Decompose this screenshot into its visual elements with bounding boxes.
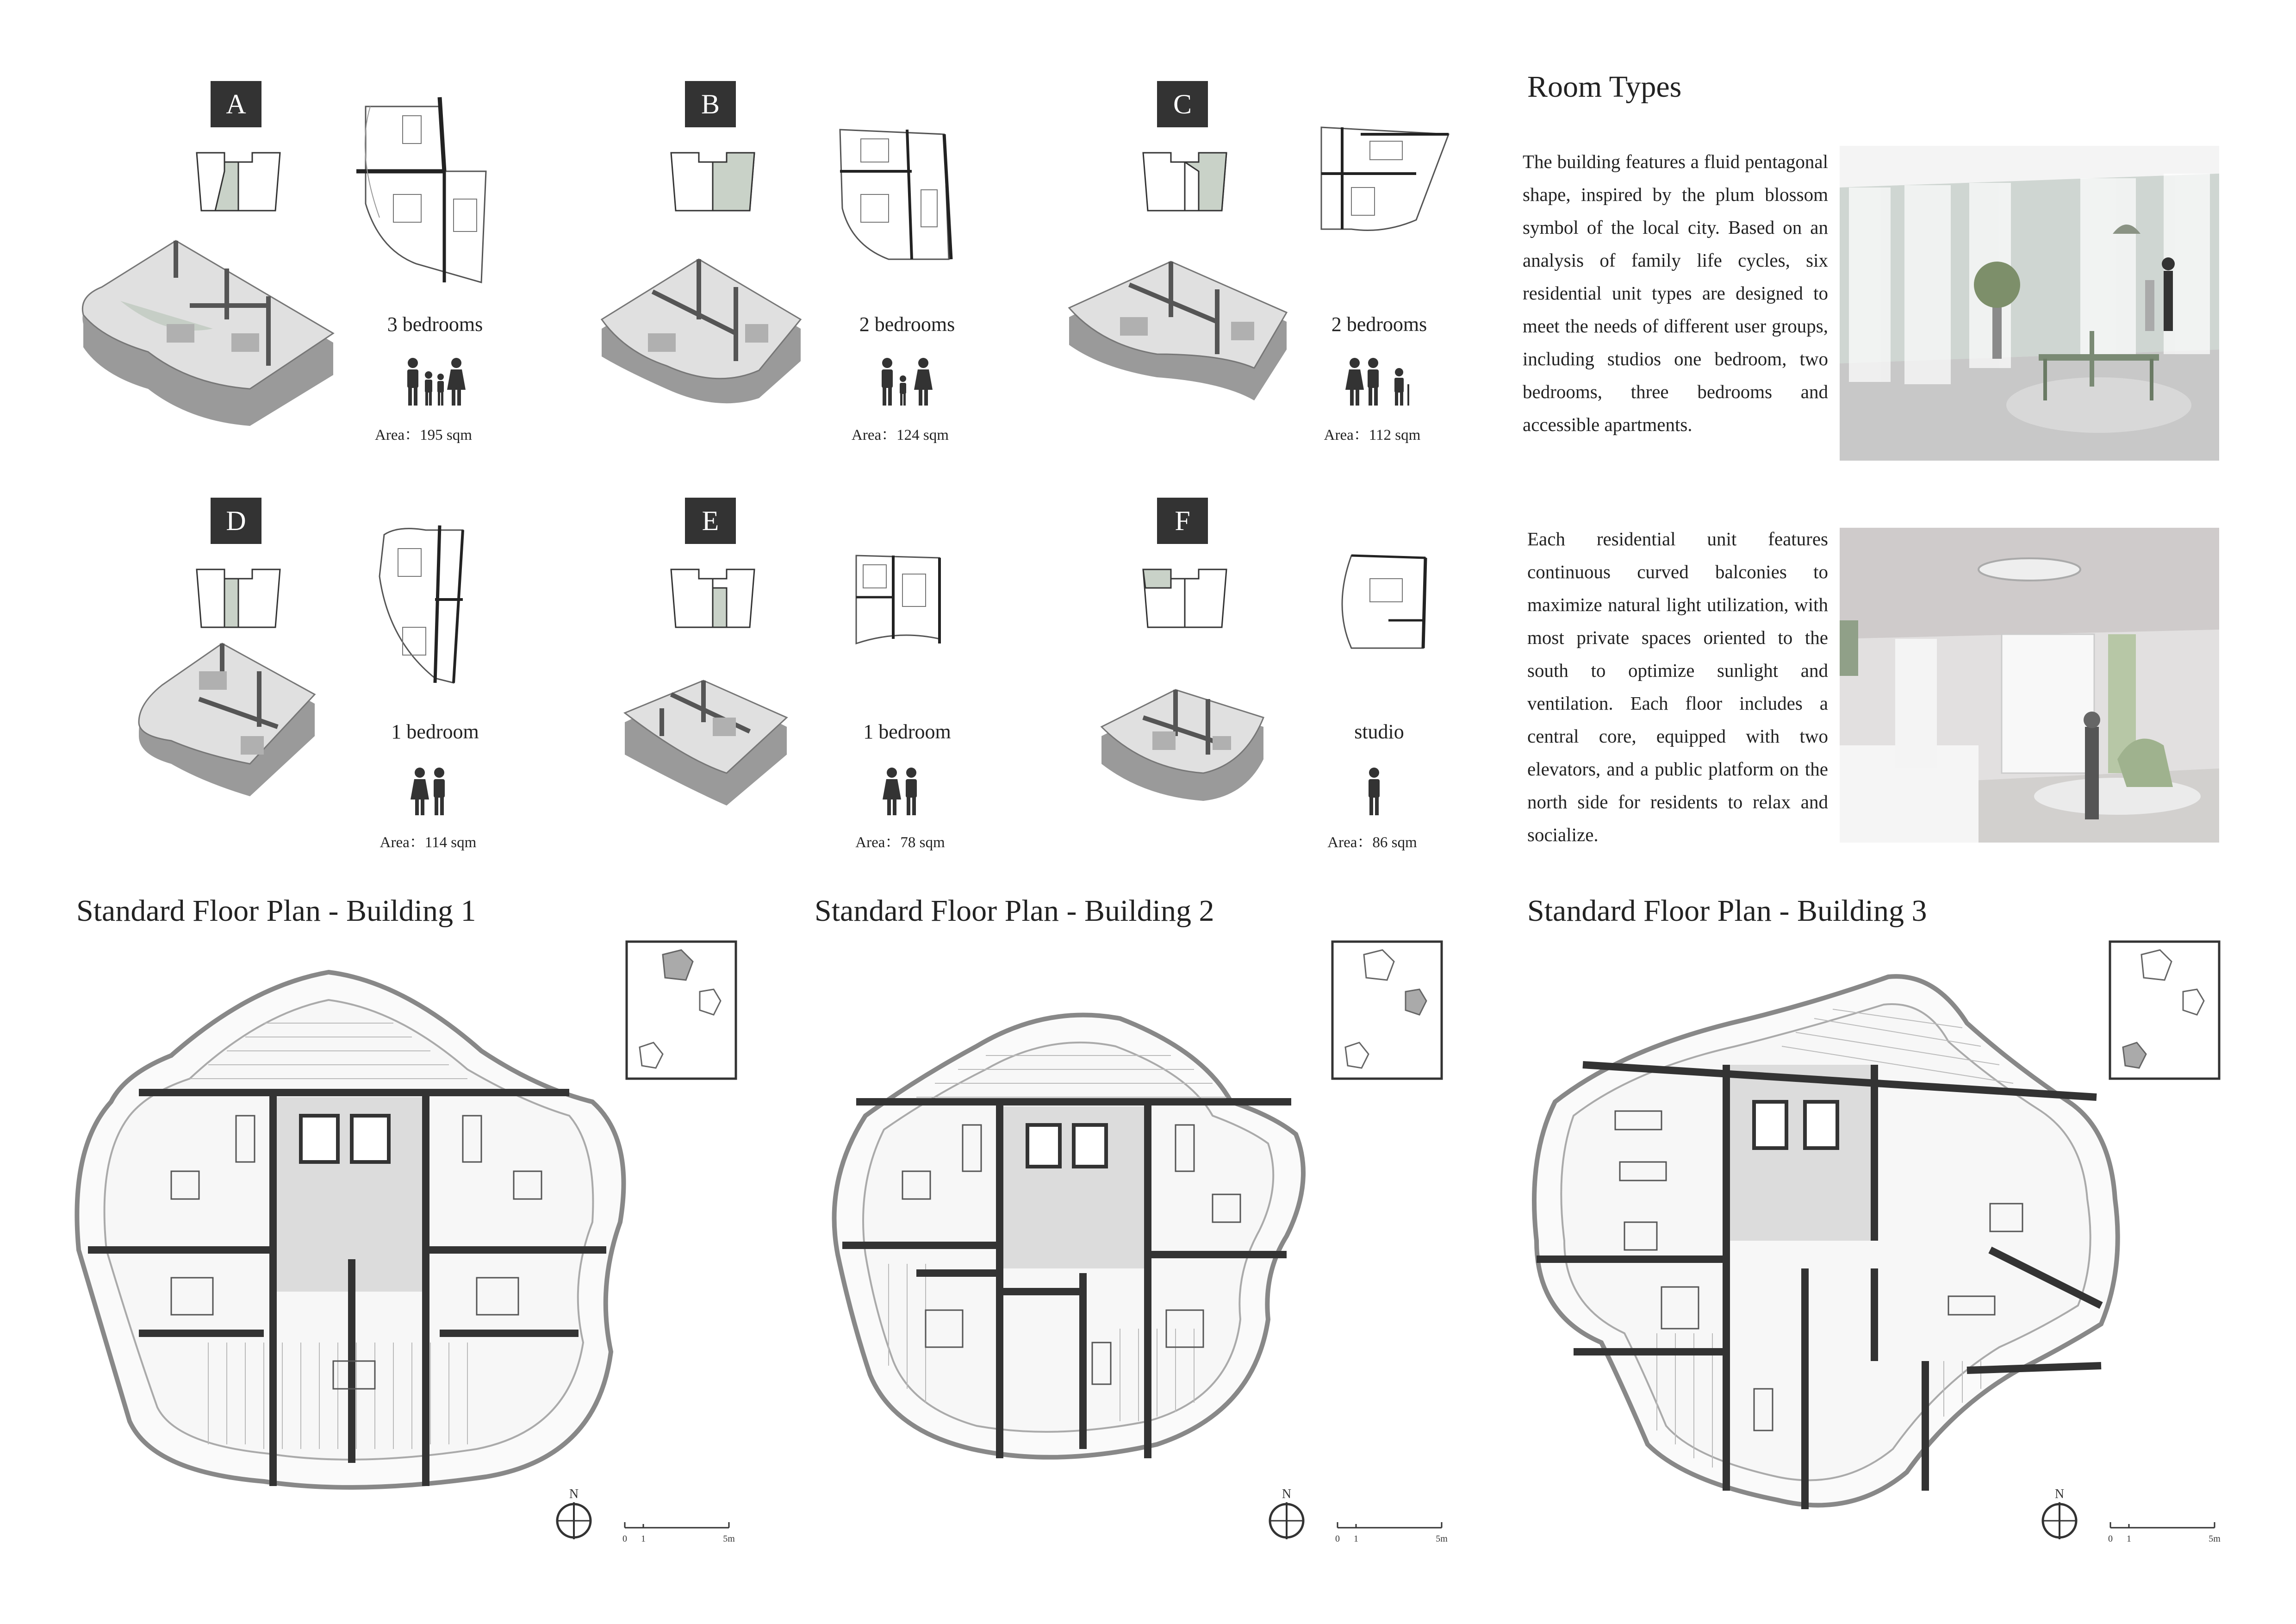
interior-render-living — [1840, 146, 2219, 461]
unit-d-area: Area：114 sqm — [380, 834, 477, 851]
unit-axonometric-c — [1064, 262, 1296, 410]
scale-label-0: 0 — [622, 1534, 627, 1544]
unit-axonometric-a — [74, 236, 352, 431]
site-key-map-2 — [1332, 941, 1443, 1080]
key-plan-c — [1139, 144, 1231, 213]
scale-label-1: 1 — [1354, 1534, 1358, 1544]
couple-icon-2 — [882, 766, 923, 817]
floor-plan-building-3 — [1527, 963, 2124, 1528]
unit-badge-d: D — [211, 498, 261, 544]
room-types-paragraph-1: The building features a fluid pentagonal shape, inspired by the plum blossom symbol of the local city. Based on an analysis of family life cycles, six residential unit types are designed to meet the needs of different user groups, including studios one bedroom, two bedrooms, three bedrooms and accessible apartments. — [1523, 151, 1828, 435]
interior-render-bedroom — [1840, 528, 2219, 843]
scale-label-5m: 5m — [1436, 1534, 1448, 1544]
unit-c-bedrooms: 2 bedrooms — [1331, 313, 1427, 336]
north-label-3: N — [2054, 1487, 2065, 1501]
unit-a-bedrooms: 3 bedrooms — [387, 313, 483, 336]
north-arrow-icon-2 — [1266, 1486, 1307, 1542]
unit-f-area: Area：86 sqm — [1327, 834, 1417, 851]
unit-b-area: Area：124 sqm — [852, 427, 949, 443]
unit-f-bedrooms: studio — [1354, 720, 1404, 743]
unit-a-area: Area：195 sqm — [375, 427, 472, 443]
unit-axonometric-b — [597, 259, 810, 412]
unit-axonometric-d — [130, 643, 324, 801]
north-arrow-icon — [553, 1486, 595, 1542]
unit-badge-c: C — [1157, 81, 1208, 127]
scale-bar-3 — [2106, 1514, 2221, 1546]
key-plan-f — [1139, 560, 1231, 630]
site-key-map-3 — [2109, 941, 2220, 1080]
scale-label-0: 0 — [1335, 1534, 1340, 1544]
floor-plan-building-1 — [69, 963, 639, 1509]
unit-e-area: Area：78 sqm — [855, 834, 945, 851]
single-person-icon — [1363, 766, 1386, 817]
north-arrow-icon-3 — [2039, 1486, 2080, 1542]
unit-badge-b: B — [685, 81, 736, 127]
elderly-family-icon — [1344, 356, 1419, 407]
key-plan-d — [192, 560, 285, 630]
scale-label-1: 1 — [2127, 1534, 2131, 1544]
unit-d-bedrooms: 1 bedroom — [391, 720, 479, 743]
unit-plan-c — [1314, 123, 1453, 234]
unit-plan-e — [852, 551, 944, 648]
scale-label-5m: 5m — [2209, 1534, 2221, 1544]
unit-badge-f: F — [1157, 498, 1208, 544]
room-types-title: Room Types — [1527, 70, 1682, 104]
unit-plan-f — [1328, 551, 1430, 653]
scale-bar-2 — [1333, 1514, 1449, 1546]
room-types-paragraph-2: Each residential unit features continuous curved balconies to maximize natural light utilization, with most private spaces oriented to the south to optimize sunlight and ventilation. Each floor includes a central core, equipped with two elevators, and a public platform on the north side for residents to relax and socialize. — [1527, 528, 1828, 845]
site-key-map-1 — [626, 941, 737, 1080]
floor-plan-building-2 — [824, 995, 1319, 1468]
scale-label-0: 0 — [2108, 1534, 2113, 1544]
parent-child-icon — [877, 356, 937, 407]
north-label-1: N — [569, 1487, 579, 1501]
key-plan-b — [666, 144, 759, 213]
unit-axonometric-f — [1097, 690, 1273, 806]
unit-e-bedrooms: 1 bedroom — [863, 720, 951, 743]
unit-plan-d — [370, 521, 481, 687]
family-icon — [403, 356, 467, 407]
scale-label-1: 1 — [641, 1534, 646, 1544]
unit-badge-a: A — [211, 81, 261, 127]
unit-badge-e: E — [685, 498, 736, 544]
unit-plan-a — [352, 97, 491, 287]
unit-b-bedrooms: 2 bedrooms — [859, 313, 955, 336]
floor-plan-title-2: Standard Floor Plan - Building 2 — [815, 894, 1214, 928]
key-plan-e — [666, 560, 759, 630]
couple-icon — [410, 766, 451, 817]
scale-bar-1 — [620, 1514, 736, 1546]
unit-axonometric-e — [620, 681, 796, 810]
scale-label-5m: 5m — [723, 1534, 735, 1544]
key-plan-a — [192, 144, 285, 213]
north-label-2: N — [1282, 1487, 1292, 1501]
unit-plan-b — [833, 125, 953, 264]
floor-plan-title-3: Standard Floor Plan - Building 3 — [1527, 894, 1927, 928]
unit-c-area: Area：112 sqm — [1324, 427, 1421, 443]
floor-plan-title-1: Standard Floor Plan - Building 1 — [76, 894, 476, 928]
